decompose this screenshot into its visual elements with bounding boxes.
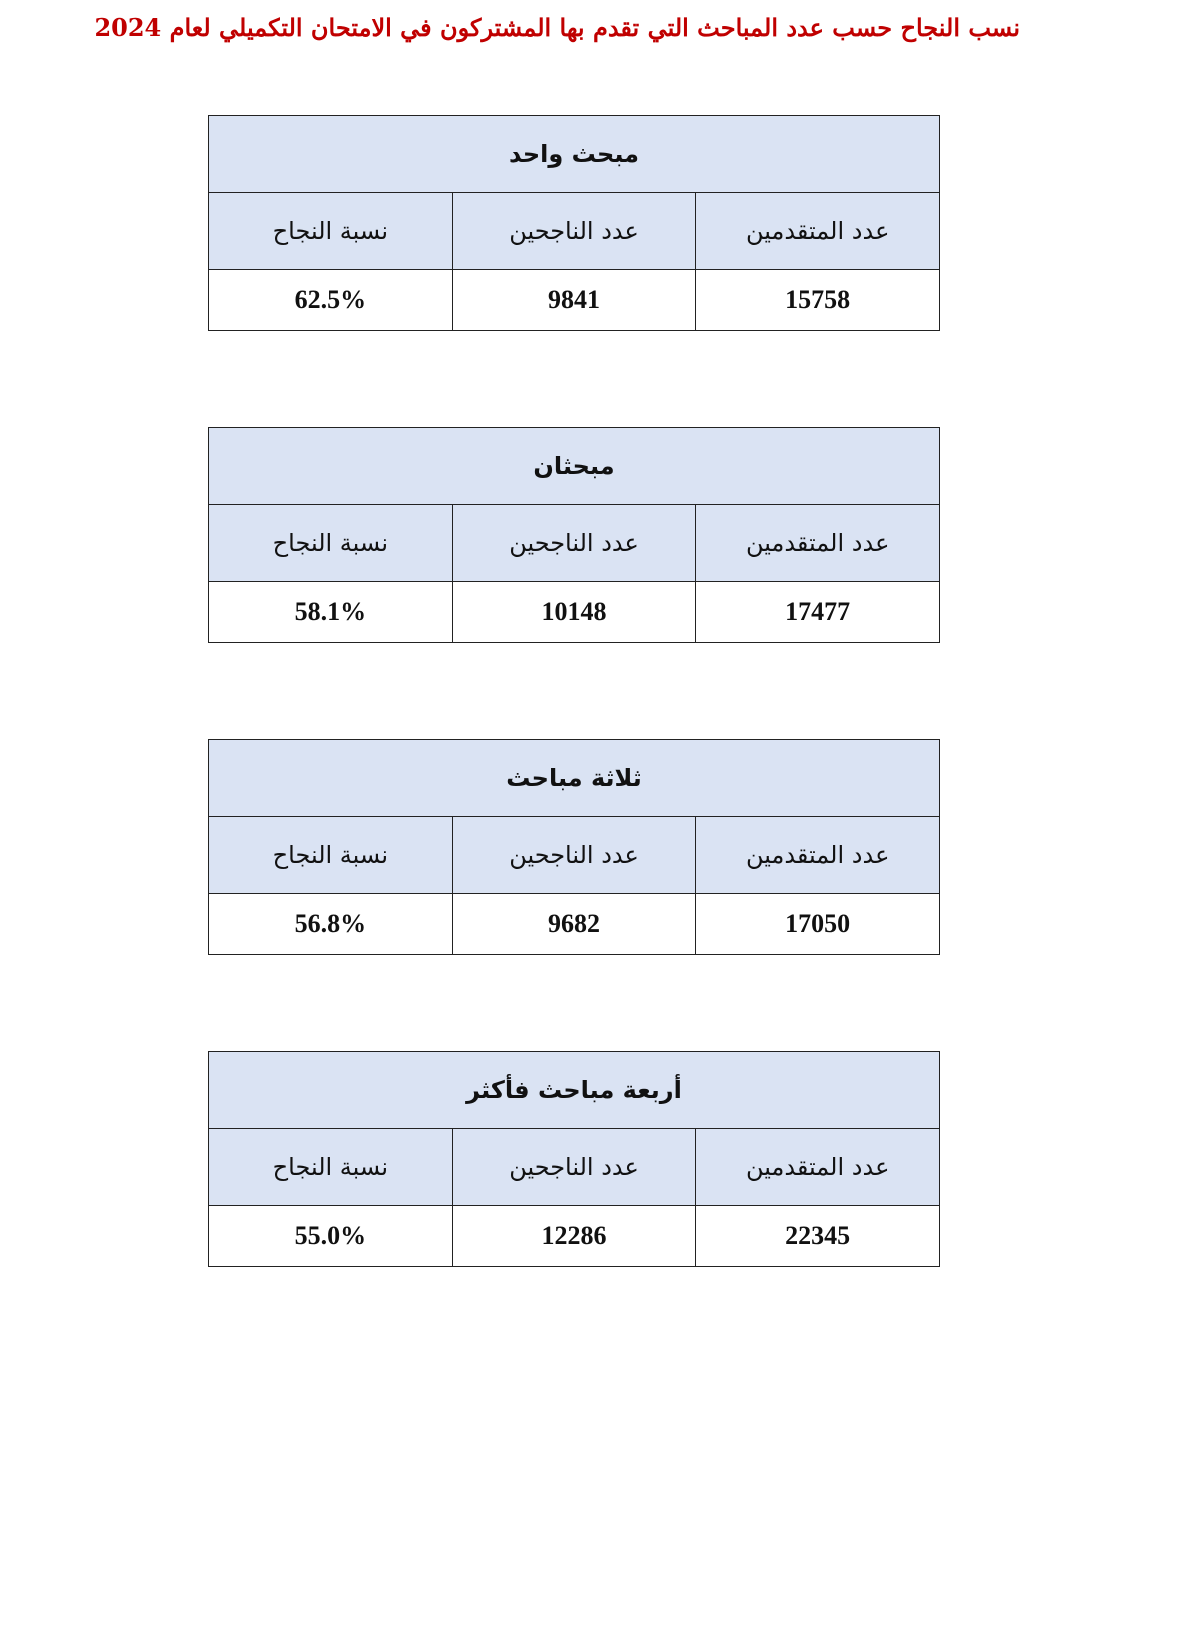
value-applicants: 17050 [696,894,940,955]
header-passed: عدد الناجحين [452,505,696,582]
value-passed: 12286 [452,1206,696,1267]
results-table-one-subject [208,115,940,331]
value-pass-rate: 62.5% [209,270,453,331]
group-title: أربعة مباحث فأكثر [209,1052,940,1129]
header-applicants: عدد المتقدمين [696,505,940,582]
value-applicants: 17477 [696,582,940,643]
value-pass-rate: 58.1% [209,582,453,643]
value-pass-rate: 55.0% [209,1206,453,1267]
header-pass-rate: نسبة النجاح [209,1129,453,1206]
group-title: مبحث واحد [209,116,940,193]
header-passed: عدد الناجحين [452,817,696,894]
tables-container [208,115,940,1363]
value-passed: 9682 [452,894,696,955]
header-applicants: عدد المتقدمين [696,817,940,894]
header-pass-rate: نسبة النجاح [209,505,453,582]
header-passed: عدد الناجحين [452,193,696,270]
value-passed: 10148 [452,582,696,643]
results-table-two-subjects [208,427,940,643]
value-passed: 9841 [452,270,696,331]
header-passed: عدد الناجحين [452,1129,696,1206]
group-title: ثلاثة مباحث [209,740,940,817]
header-applicants: عدد المتقدمين [696,193,940,270]
results-table-three-subjects [208,739,940,955]
header-pass-rate: نسبة النجاح [209,193,453,270]
value-pass-rate: 56.8% [209,894,453,955]
value-applicants: 22345 [696,1206,940,1267]
value-applicants: 15758 [696,270,940,331]
page-title: نسب النجاح حسب عدد المباحث التي تقدم بها المشتركون في الامتحان التكميلي لعام 2024 [94,13,1020,42]
group-title: مبحثان [209,428,940,505]
header-pass-rate: نسبة النجاح [209,817,453,894]
header-applicants: عدد المتقدمين [696,1129,940,1206]
results-table-four-plus-subjects [208,1051,940,1267]
